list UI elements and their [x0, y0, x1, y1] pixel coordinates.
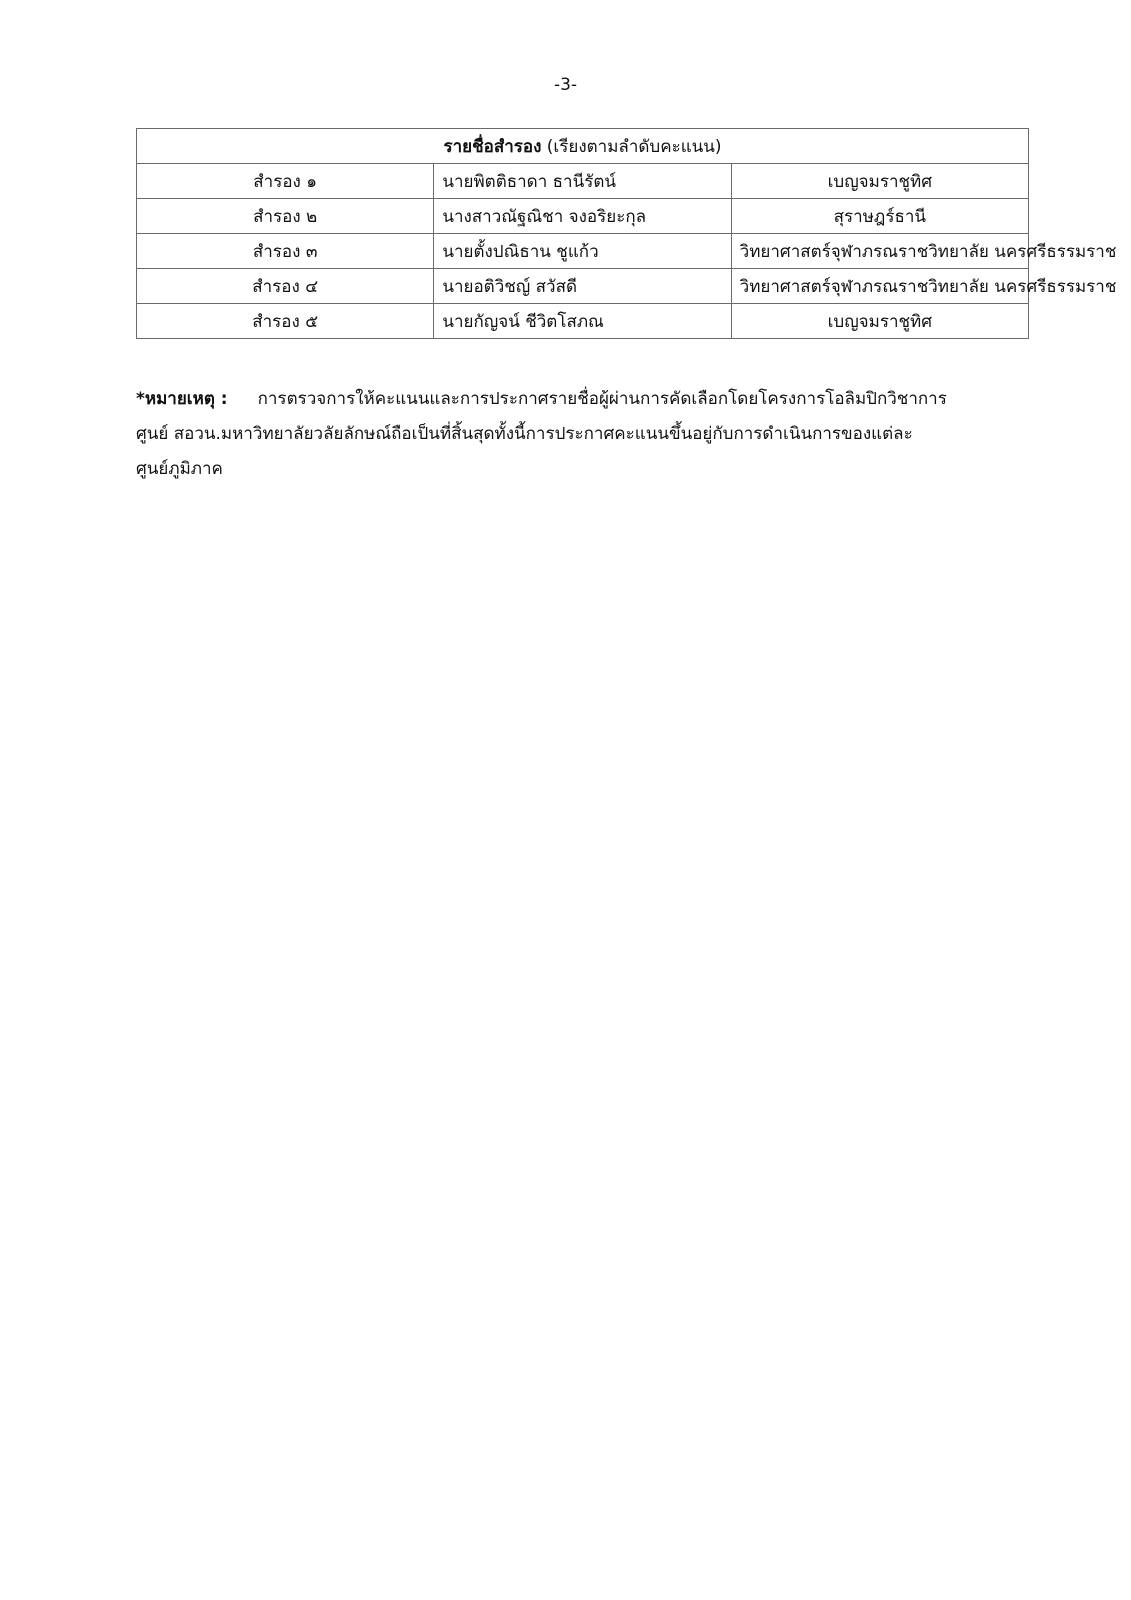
school-cell: วิทยาศาสตร์จุฬาภรณราชวิทยาลัย นครศรีธรรมราช — [731, 269, 1028, 304]
school-cell: เบญจมราชูทิศ — [731, 304, 1028, 339]
table-row — [137, 199, 1029, 234]
table-row — [137, 304, 1029, 339]
name-cell: นายตั้งปณิธาน ชูแก้ว — [434, 234, 731, 269]
note-label: *หมายเหตุ : — [136, 389, 228, 409]
table-row — [137, 164, 1029, 199]
rank-cell: สำรอง ๑ — [137, 164, 434, 199]
table-title-note: (เรียงตามลำดับคะแนน) — [541, 136, 722, 157]
table-title-row — [137, 129, 1029, 164]
note-line-1 — [136, 382, 1016, 417]
name-cell: นายกัญจน์ ชีวิตโสภณ — [434, 304, 731, 339]
note-text-1: การตรวจการให้คะแนนและการประกาศรายชื่อผู้ผ่านการคัดเลือกโดยโครงการโอลิมปิกวิชาการ — [257, 389, 947, 409]
note-text-3: ศูนย์ภูมิภาค — [136, 459, 223, 479]
name-cell: นายอติวิชญ์ สวัสดี — [434, 269, 731, 304]
table-title-bold: รายชื่อสำรอง — [443, 136, 542, 157]
table-row — [137, 269, 1029, 304]
page-number: -3- — [553, 75, 578, 95]
school-cell: วิทยาศาสตร์จุฬาภรณราชวิทยาลัย นครศรีธรรมราช — [731, 234, 1028, 269]
school-cell: สุราษฎร์ธานี — [731, 199, 1028, 234]
rank-cell: สำรอง ๔ — [137, 269, 434, 304]
name-cell: นายพิตติธาดา ธานีรัตน์ — [434, 164, 731, 199]
school-cell: เบญจมราชูทิศ — [731, 164, 1028, 199]
reserve-list-table — [136, 128, 1117, 339]
note-block — [136, 382, 1016, 487]
rank-cell: สำรอง ๒ — [137, 199, 434, 234]
name-cell: นางสาวณัฐณิชา จงอริยะกุล — [434, 199, 731, 234]
table-title — [137, 129, 1029, 164]
rank-cell: สำรอง ๕ — [137, 304, 434, 339]
rank-cell: สำรอง ๓ — [137, 234, 434, 269]
note-text-2: ศูนย์ สอวน.มหาวิทยาลัยวลัยลักษณ์ถือเป็นที่สิ้นสุดทั้งนี้การประกาศคะแนนขึ้นอยู่กับการดำเนินการของแต่ละ — [136, 424, 913, 444]
table-row — [137, 234, 1029, 269]
